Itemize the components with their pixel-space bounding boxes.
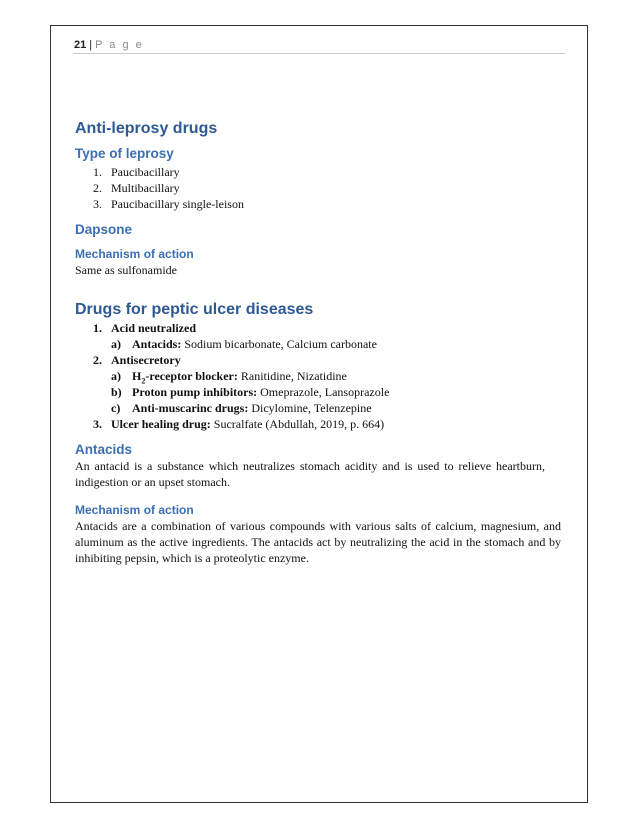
sub-item [111,336,565,352]
sub-bold: Antacids: [132,337,182,351]
page-word: P a g e [95,39,144,51]
sub-text: Sodium bicarbonate, Calcium carbonate [181,337,377,351]
list-text: Paucibacillary single-leison [111,197,244,211]
document-body [75,121,565,566]
list-number: 3. [93,417,102,431]
list-text: Multibacillary [111,181,180,195]
list-title: Antisecretory [111,353,181,367]
sub-bold: Anti-muscarinc drugs: [132,401,249,415]
sub-label: c) [111,401,121,415]
dapsone-mechanism-text: Same as sulfonamide [75,263,177,277]
list-number: 2. [93,353,102,367]
sub-label: b) [111,385,122,399]
header-separator: | [89,39,93,51]
antacids-mechanism-text: Antacids are a combination of various compounds with various salts of calcium, magnesium, and aluminum as the active ingredients. The antacids act by neutralizing the acid in the stomach and by inhibiting pepsin, which is a proteolytic enzyme. [75,519,561,565]
list-item [93,180,565,196]
page-header [74,39,144,51]
list-number: 1. [93,165,102,179]
sub-item [111,400,565,416]
list-text: Paucibacillary [111,165,180,179]
heading-mechanism-dapsone: Mechanism of action [75,247,194,261]
list-item [93,196,565,212]
sub-text: Omeprazole, Lansoprazole [257,385,390,399]
heading-dapsone: Dapsone [75,222,133,237]
sub-bold: Proton pump inhibitors: [132,385,258,399]
list-number: 1. [93,321,102,335]
list-bold: Ulcer healing drug: [111,417,211,431]
sub-label: a) [111,337,121,351]
heading-type-of-leprosy: Type of leprosy [75,146,174,161]
sub-bold: $H_2$-receptor blocker: [132,369,238,386]
list-item [93,320,565,336]
section-title-peptic-ulcer: Drugs for peptic ulcer diseases [75,301,314,318]
list-title: Acid neutralized [111,321,196,335]
heading-mechanism-antacids: Mechanism of action [75,503,194,517]
sub-item [111,384,565,400]
list-number: 3. [93,197,102,211]
list-item [93,164,565,180]
page-frame [50,25,588,803]
sub-text: Ranitidine, Nizatidine [237,369,347,383]
sub-text: Dicylomine, Telenzepine [248,401,372,415]
header-rule [73,53,565,54]
list-item [93,416,565,432]
list-text: Sucralfate (Abdullah, 2019, p. 664) [210,417,385,431]
antacids-intro-text: An antacid is a substance which neutralizes stomach acidity and is used to relieve heartburn, indigestion or an upset stomach. [75,459,545,489]
section-title-leprosy: Anti-leprosy drugs [75,120,218,137]
list-item [93,352,565,368]
sub-item [111,368,565,384]
peptic-drug-list [93,320,565,432]
page-number: 21 [74,39,87,51]
heading-antacids: Antacids [75,442,133,457]
sub-label: a) [111,369,121,383]
leprosy-type-list [93,164,565,212]
list-number: 2. [93,181,102,195]
